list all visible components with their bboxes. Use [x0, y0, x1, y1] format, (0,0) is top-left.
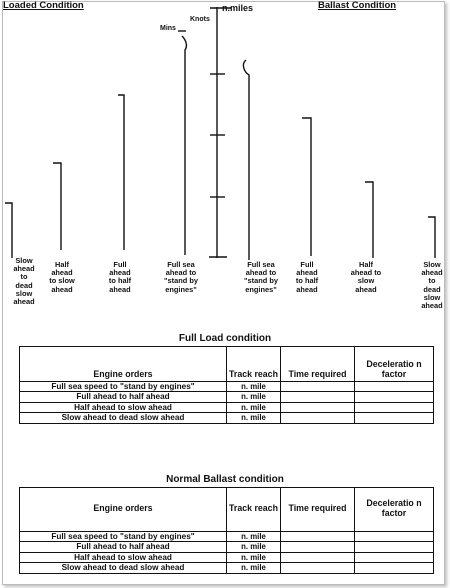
table-row	[20, 532, 434, 542]
label-line: ahead to	[350, 268, 382, 278]
deceleration-factor-cell[interactable]	[355, 392, 434, 402]
time-required-cell[interactable]	[281, 382, 355, 392]
bracket-loaded-slow-to-dead-slow	[5, 203, 12, 258]
label-line: slow	[357, 276, 375, 286]
header-engine-orders: Engine orders	[20, 488, 227, 532]
time-required-cell[interactable]	[281, 552, 355, 562]
time-required-cell[interactable]	[281, 402, 355, 412]
bracket-loaded-full-to-half	[118, 95, 124, 250]
table-title-full-load: Full Load condition	[178, 333, 272, 344]
label-line: to half	[108, 276, 132, 286]
header-deceleration-factor: Deceleratio n factor	[355, 488, 434, 532]
engine-order-cell: Half ahead to slow ahead	[20, 402, 227, 412]
label-line: ahead	[421, 268, 443, 278]
table-row	[20, 542, 434, 552]
label-line: dead	[15, 280, 33, 290]
engine-order-cell: Full ahead to half ahead	[20, 542, 227, 552]
track-reach-cell: n. mile	[227, 392, 281, 402]
table-row	[20, 552, 434, 562]
label-line: ahead	[51, 284, 73, 294]
label-ballast-half-to-slow	[351, 261, 381, 294]
ballast-condition-header: Ballast Condition	[318, 0, 397, 11]
label-line: to	[20, 272, 28, 282]
label-line: Full	[300, 260, 314, 269]
label-line: "stand by	[244, 276, 278, 286]
deceleration-factor-cell[interactable]	[355, 413, 434, 423]
time-required-cell[interactable]	[281, 542, 355, 552]
scale-label-knots: Knots	[190, 16, 210, 23]
bracket-loaded-full-sea-to-standby	[182, 36, 186, 255]
label-line: ahead to	[165, 268, 197, 278]
label-line: engines"	[165, 284, 197, 294]
track-reach-cell: n. mile	[227, 532, 281, 542]
label-line: ahead	[109, 284, 131, 294]
bracket-ballast-full-sea-to-standby	[243, 60, 249, 260]
header-deceleration-factor: Deceleratio n factor	[355, 347, 434, 382]
table-row	[20, 402, 434, 412]
table-row	[20, 413, 434, 423]
engine-order-cell: Full sea speed to "stand by engines"	[20, 382, 227, 392]
time-required-cell[interactable]	[281, 532, 355, 542]
table-row	[20, 563, 434, 573]
track-reach-cell: n. mile	[227, 563, 281, 573]
time-required-cell[interactable]	[281, 563, 355, 573]
track-reach-cell: n. mile	[227, 413, 281, 423]
table-header-row	[20, 347, 434, 382]
label-line: slow	[15, 288, 33, 298]
engine-order-cell: Full ahead to half ahead	[20, 392, 227, 402]
label-loaded-full-to-half	[109, 261, 131, 294]
full-load-table	[19, 346, 434, 424]
label-line: ahead	[13, 297, 35, 307]
bracket-ballast-full-to-half	[302, 118, 311, 256]
bracket-ballast-half-to-slow	[365, 182, 373, 258]
table-row	[20, 392, 434, 402]
label-line: Slow	[423, 260, 441, 269]
time-required-cell[interactable]	[281, 392, 355, 402]
engine-order-cell: Slow ahead to dead slow ahead	[20, 563, 227, 573]
track-reach-cell: n. mile	[227, 542, 281, 552]
header-time-required: Time required	[281, 347, 355, 382]
header-engine-orders: Engine orders	[20, 347, 227, 382]
scale-label-nmiles: n.miles	[222, 3, 254, 13]
table-title-normal-ballast: Normal Ballast condition	[166, 474, 284, 485]
label-ballast-slow-to-dead-slow	[421, 261, 442, 310]
deceleration-factor-cell[interactable]	[355, 542, 434, 552]
loaded-condition-header: Loaded Condition	[3, 0, 84, 11]
label-line: dead	[423, 284, 441, 294]
label-line: slow	[423, 292, 441, 302]
label-line: ahead	[109, 268, 131, 278]
bracket-ballast-slow-to-dead-slow	[428, 217, 435, 258]
label-line: ahead	[296, 284, 318, 294]
engine-order-cell: Half ahead to slow ahead	[20, 552, 227, 562]
track-reach-cell: n. mile	[227, 382, 281, 392]
label-line: to half	[295, 276, 319, 286]
label-line: engines"	[245, 284, 277, 294]
label-loaded-slow-to-dead-slow	[13, 257, 34, 306]
label-line: ahead	[51, 268, 73, 278]
label-line: to slow	[49, 276, 75, 286]
header-time-required: Time required	[281, 488, 355, 532]
label-line: Full sea	[167, 260, 195, 269]
table-header-row	[20, 488, 434, 532]
deceleration-factor-cell[interactable]	[355, 382, 434, 392]
track-reach-cell: n. mile	[227, 552, 281, 562]
label-line: ahead	[13, 264, 35, 274]
label-ballast-full-sea-to-standby	[244, 261, 278, 294]
deceleration-factor-cell[interactable]	[355, 563, 434, 573]
table-row	[20, 382, 434, 392]
label-line: Full	[113, 260, 127, 269]
label-line: ahead	[355, 284, 377, 294]
label-line: to	[428, 276, 436, 286]
header-track-reach: Track reach	[227, 347, 281, 382]
label-line: "stand by	[164, 276, 198, 286]
label-line: Half	[55, 260, 69, 269]
normal-ballast-table	[19, 487, 434, 574]
label-line: Slow	[15, 256, 33, 265]
engine-order-cell: Full sea speed to "stand by engines"	[20, 532, 227, 542]
header-track-reach: Track reach	[227, 488, 281, 532]
deceleration-factor-cell[interactable]	[355, 532, 434, 542]
label-line: ahead	[296, 268, 318, 278]
deceleration-factor-cell[interactable]	[355, 552, 434, 562]
time-required-cell[interactable]	[281, 413, 355, 423]
track-reach-cell: n. mile	[227, 402, 281, 412]
label-line: ahead	[421, 301, 443, 311]
label-line: Full sea	[247, 260, 275, 269]
deceleration-factor-cell[interactable]	[355, 402, 434, 412]
label-loaded-half-to-slow	[49, 261, 74, 294]
label-line: Half	[359, 260, 373, 269]
label-line: ahead to	[245, 268, 277, 278]
bracket-loaded-half-to-slow	[53, 163, 61, 250]
label-ballast-full-to-half	[296, 261, 318, 294]
scale-label-mins: Mins	[160, 25, 176, 32]
engine-order-cell: Slow ahead to dead slow ahead	[20, 413, 227, 423]
label-loaded-full-sea-to-standby	[164, 261, 198, 294]
